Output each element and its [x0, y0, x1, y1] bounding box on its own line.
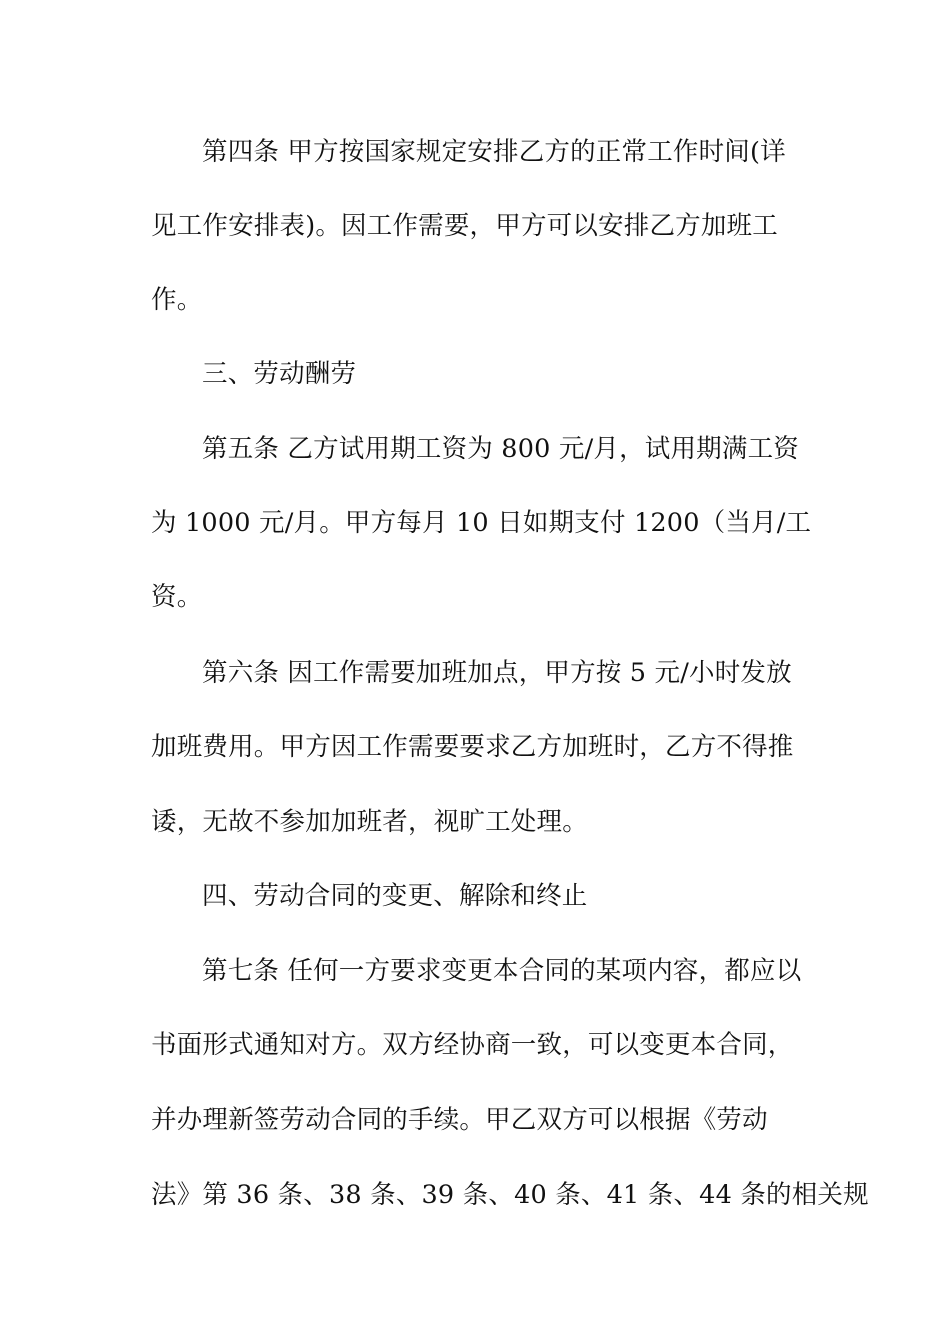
article-5-line-2: 为 1000 元/月。甲方每月 10 日如期支付 1200（当月/工 — [151, 508, 812, 538]
section-4-heading: 四、劳动合同的变更、解除和终止 — [202, 881, 588, 911]
article-7-line-1: 第七条 任何一方要求变更本合同的某项内容，都应以 — [202, 956, 802, 986]
article-6-line-2: 加班费用。甲方因工作需要要求乙方加班时，乙方不得推 — [151, 732, 794, 762]
article-5-line-1: 第五条 乙方试用期工资为 800 元/月，试用期满工资 — [202, 434, 799, 464]
article-7-line-3: 并办理新签劳动合同的手续。甲乙双方可以根据《劳动 — [151, 1105, 768, 1135]
article-4-line-3: 作。 — [151, 285, 203, 315]
article-7-line-2: 书面形式通知对方。双方经协商一致，可以变更本合同， — [151, 1030, 794, 1060]
article-4-line-1: 第四条 甲方按国家规定安排乙方的正常工作时间(详 — [202, 137, 786, 167]
article-4-line-2: 见工作安排表)。因工作需要，甲方可以安排乙方加班工 — [151, 211, 778, 241]
section-3-heading: 三、劳动酬劳 — [202, 359, 357, 389]
article-7-line-4: 法》第 36 条、38 条、39 条、40 条、41 条、44 条的相关规 — [151, 1180, 869, 1210]
article-6-line-1: 第六条 因工作需要加班加点，甲方按 5 元/小时发放 — [202, 658, 792, 688]
article-5-line-3: 资。 — [151, 582, 203, 612]
article-6-line-3: 诿，无故不参加加班者，视旷工处理。 — [151, 807, 588, 837]
